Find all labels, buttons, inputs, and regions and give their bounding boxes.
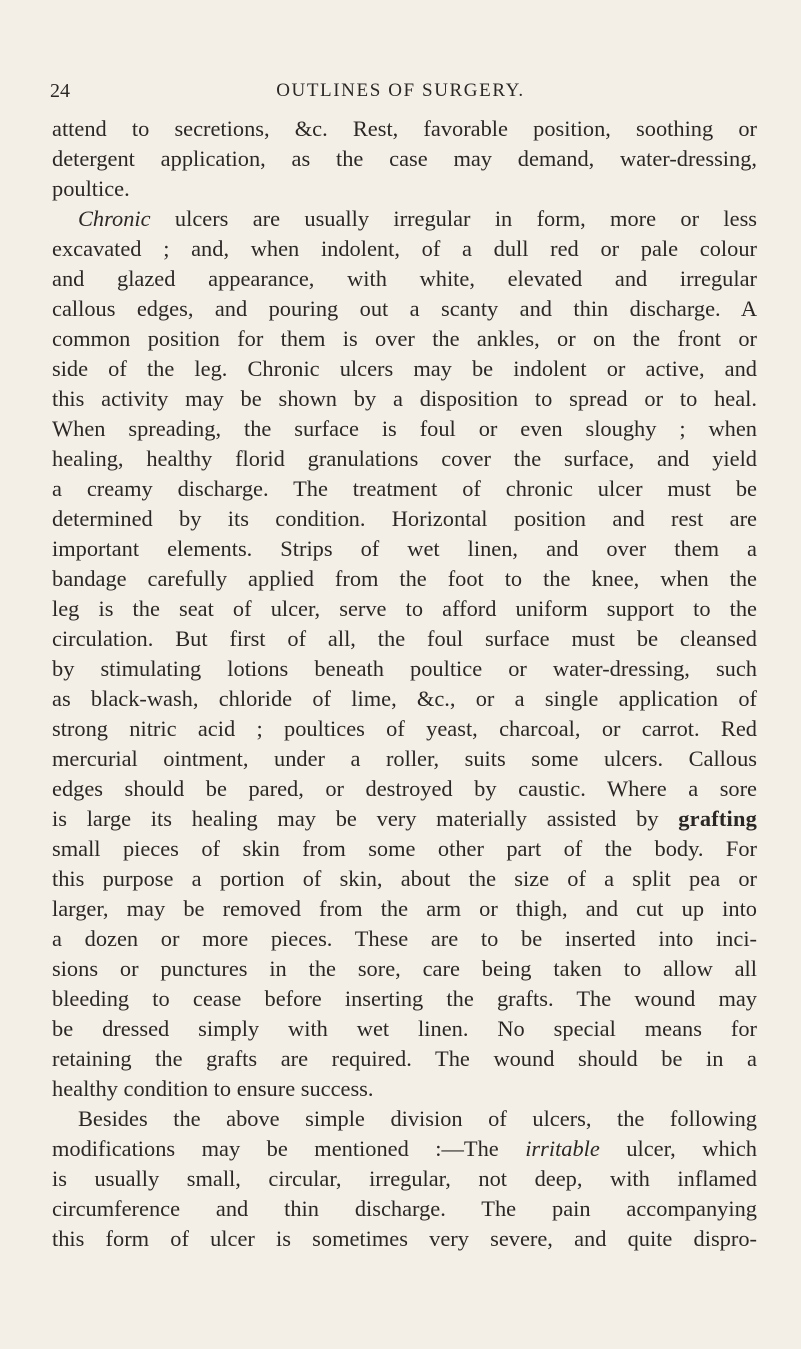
text-line: determined by its condition. Horizontal position and rest are	[52, 506, 757, 531]
text-line: edges should be pared, or destroyed by caustic. Where a sore	[52, 776, 757, 801]
text-line: When spreading, the surface is foul or even sloughy ; when	[52, 416, 757, 441]
running-head	[44, 80, 757, 108]
running-head-title: OUTLINES OF SURGERY.	[276, 80, 525, 101]
text-line: this activity may be shown by a disposition to spread or to heal.	[52, 386, 757, 411]
text-line: retaining the grafts are required. The wound should be in a	[52, 1046, 757, 1071]
text-line: a dozen or more pieces. These are to be inserted into inci-	[52, 926, 757, 951]
text-line: and glazed appearance, with white, elevated and irregular	[52, 266, 757, 291]
text-line: excavated ; and, when indolent, of a dull red or pale colour	[52, 236, 757, 261]
text-line: modifications may be mentioned :—The irritable ulcer, which	[52, 1136, 757, 1161]
text-line: larger, may be removed from the arm or thigh, and cut up into	[52, 896, 757, 921]
text-line: as black-wash, chloride of lime, &c., or a single application of	[52, 686, 757, 711]
text-line: this purpose a portion of skin, about the size of a split pea or	[52, 866, 757, 891]
text-line: be dressed simply with wet linen. No special means for	[52, 1016, 757, 1041]
text-line: is usually small, circular, irregular, not deep, with inflamed	[52, 1166, 757, 1191]
text-line: Besides the above simple division of ulcers, the following	[78, 1106, 757, 1131]
text-line: detergent application, as the case may demand, water-dressing,	[52, 146, 757, 171]
text-line: side of the leg. Chronic ulcers may be indolent or active, and	[52, 356, 757, 381]
text-line: bandage carefully applied from the foot to the knee, when the	[52, 566, 757, 591]
text-line: strong nitric acid ; poultices of yeast, charcoal, or carrot. Red	[52, 716, 757, 741]
text-line: healing, healthy florid granulations cover the surface, and yield	[52, 446, 757, 471]
text-line: healthy condition to ensure success.	[52, 1076, 374, 1101]
text-line: small pieces of skin from some other part of the body. For	[52, 836, 757, 861]
text-line: bleeding to cease before inserting the grafts. The wound may	[52, 986, 757, 1011]
text-line: is large its healing may be very materially assisted by grafting	[52, 806, 757, 831]
text-line: mercurial ointment, under a roller, suits some ulcers. Callous	[52, 746, 757, 771]
body-text	[52, 114, 757, 1254]
page-number: 24	[50, 80, 70, 102]
text-line: circumference and thin discharge. The pain accompanying	[52, 1196, 757, 1221]
bold-term: grafting	[678, 806, 757, 831]
text-line: leg is the seat of ulcer, serve to afford uniform support to the	[52, 596, 757, 621]
text-line: common position for them is over the ankles, or on the front or	[52, 326, 757, 351]
text-line: Chronic ulcers are usually irregular in form, more or less	[78, 206, 757, 231]
text-line: this form of ulcer is sometimes very severe, and quite dispro-	[52, 1226, 757, 1251]
text-line: circulation. But first of all, the foul surface must be cleansed	[52, 626, 757, 651]
italic-term: Chronic	[78, 206, 151, 231]
text-line: by stimulating lotions beneath poultice or water-dressing, such	[52, 656, 757, 681]
text-line: attend to secretions, &c. Rest, favorable position, soothing or	[52, 116, 757, 141]
text-line: sions or punctures in the sore, care being taken to allow all	[52, 956, 757, 981]
text-line: callous edges, and pouring out a scanty and thin discharge. A	[52, 296, 757, 321]
text-line: important elements. Strips of wet linen, and over them a	[52, 536, 757, 561]
text-line: poultice.	[52, 176, 130, 201]
italic-term: irritable	[525, 1136, 600, 1161]
text-line: a creamy discharge. The treatment of chronic ulcer must be	[52, 476, 757, 501]
